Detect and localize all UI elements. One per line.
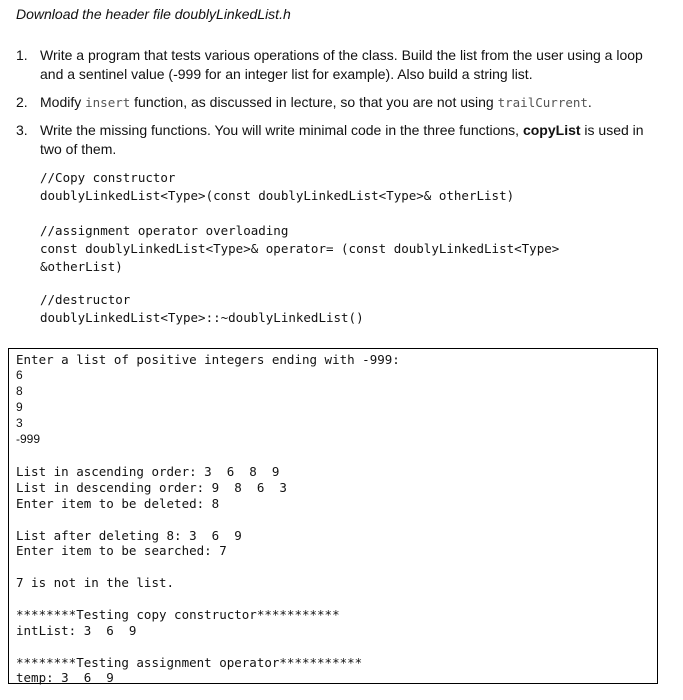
task-number: 1. [16, 47, 28, 63]
console-assign-header: ********Testing assignment operator*********** [16, 655, 363, 670]
console-input: 6 [16, 368, 23, 382]
task-number: 3. [16, 122, 28, 138]
code-block-destructor: //destructor doublyLinkedList<Type>::~doublyLinkedList() [40, 292, 364, 325]
console-descending: List in descending order: 9 8 6 3 [16, 480, 287, 495]
code-inline-insert: insert [85, 95, 131, 110]
console-not-found: 7 is not in the list. [16, 575, 175, 590]
code-inline-trailcurrent: trailCurrent [497, 95, 588, 110]
task-text: Write a program that tests various operations of the class. Build the list from the user using a loop and a sentinel value (-999 for an integer list for example). Also build a string list. [40, 47, 643, 82]
console-prompt: Enter a list of positive integers ending with -999: [16, 352, 400, 367]
console-search-prompt: Enter item to be searched: 7 [16, 543, 227, 558]
console-delete-prompt: Enter item to be deleted: 8 [16, 496, 220, 511]
task-text: Modify insert function, as discussed in lecture, so that you are not using trailCurrent. [40, 94, 592, 110]
task-text: Write the missing functions. You will write minimal code in the three functions, copyList is used in two of them. [40, 122, 644, 157]
console-after-delete: List after deleting 8: 3 6 9 [16, 528, 242, 543]
code-block-assignment-operator: //assignment operator overloading const doublyLinkedList<Type>& operator= (const doublyLinkedList<Type> &otherList) [40, 223, 560, 274]
console-input: 3 [16, 416, 23, 430]
console-copy-header: ********Testing copy constructor*********** [16, 607, 340, 622]
code-inline-copylist: copyList [522, 122, 581, 138]
console-input: -999 [16, 432, 41, 446]
console-ascending: List in ascending order: 3 6 8 9 [16, 464, 280, 479]
console-copy-result: intList: 3 6 9 [16, 623, 137, 638]
console-input: 9 [16, 400, 23, 414]
page-title: Download the header file doublyLinkedList.h [16, 6, 291, 22]
console-input: 8 [16, 384, 23, 398]
task-number: 2. [16, 94, 28, 110]
console-assign-result: temp: 3 6 9 [16, 670, 114, 685]
code-block-copy-constructor: //Copy constructor doublyLinkedList<Type>(const doublyLinkedList<Type>& otherList) [40, 170, 515, 203]
